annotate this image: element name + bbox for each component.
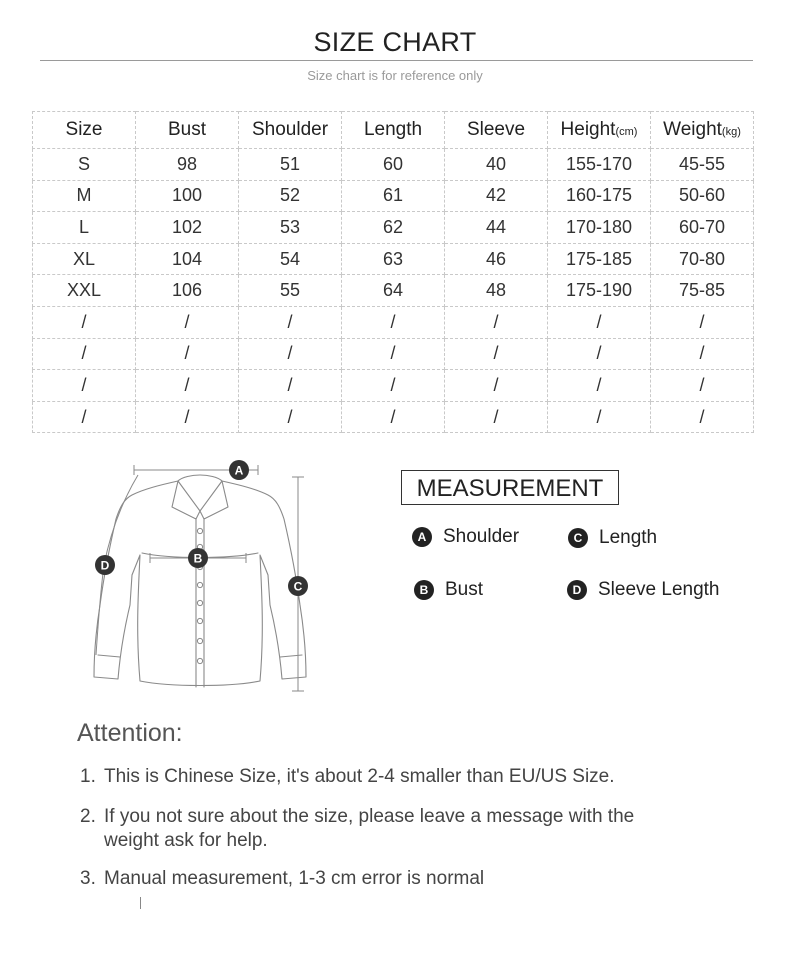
table-row <box>33 306 754 338</box>
note-2: 2. If you not sure about the size, please leave a message with the weight ask for help. <box>80 806 635 851</box>
table-cell: / <box>136 306 239 338</box>
height-unit: (cm) <box>615 126 638 138</box>
table-row <box>33 149 754 181</box>
table-cell: / <box>651 401 754 433</box>
header-length: Length <box>342 112 445 149</box>
marker-a: A <box>234 463 244 478</box>
shirt-cuffs <box>98 655 302 657</box>
table-cell: 48 <box>445 275 548 307</box>
table-cell: 52 <box>239 180 342 212</box>
table-cell: 98 <box>136 149 239 181</box>
table-cell: 160-175 <box>548 180 651 212</box>
measurement-title: MEASUREMENT <box>401 470 619 505</box>
legend-label: Length <box>599 527 658 548</box>
legend-sleeve-length <box>567 579 720 601</box>
title-divider <box>40 60 753 61</box>
table-row <box>33 180 754 212</box>
table-cell: 106 <box>136 275 239 307</box>
attention-title: Attention: <box>77 719 183 747</box>
table-cell: / <box>445 306 548 338</box>
table-cell: XL <box>33 243 136 275</box>
table-cell: 170-180 <box>548 212 651 244</box>
table-row <box>33 370 754 402</box>
table-cell: 53 <box>239 212 342 244</box>
table-cell: 46 <box>445 243 548 275</box>
table-cell: 55 <box>239 275 342 307</box>
table-cell: S <box>33 149 136 181</box>
table-cell: / <box>548 306 651 338</box>
table-header-row <box>33 112 754 149</box>
legend-bust <box>414 579 483 601</box>
table-cell: 50-60 <box>651 180 754 212</box>
table-cell: / <box>239 306 342 338</box>
table-cell: 155-170 <box>548 149 651 181</box>
table-cell: 61 <box>342 180 445 212</box>
legend-shoulder <box>412 526 519 548</box>
table-cell: 45-55 <box>651 149 754 181</box>
table-cell: / <box>342 401 445 433</box>
table-cell: M <box>33 180 136 212</box>
table-cell: / <box>548 401 651 433</box>
header-height: Height(cm) <box>548 112 651 149</box>
header-size: Size <box>33 112 136 149</box>
table-cell: 54 <box>239 243 342 275</box>
table-cell: 175-190 <box>548 275 651 307</box>
table-cell: 102 <box>136 212 239 244</box>
table-row <box>33 401 754 433</box>
table-cell: / <box>342 370 445 402</box>
table-cell: / <box>651 370 754 402</box>
table-cell: 175-185 <box>548 243 651 275</box>
table-cell: 63 <box>342 243 445 275</box>
table-row <box>33 338 754 370</box>
badge-c-icon: C <box>568 528 588 548</box>
page-subtitle: Size chart is for reference only <box>307 68 483 83</box>
table-cell: 75-85 <box>651 275 754 307</box>
badge-a-icon: A <box>412 527 432 547</box>
table-cell: / <box>239 401 342 433</box>
weight-unit: (kg) <box>721 126 741 138</box>
size-table <box>32 111 754 433</box>
table-cell: 64 <box>342 275 445 307</box>
table-cell: / <box>342 338 445 370</box>
table-cell: XXL <box>33 275 136 307</box>
table-cell: 44 <box>445 212 548 244</box>
legend-label: Sleeve Length <box>598 579 720 600</box>
table-row <box>33 243 754 275</box>
page-title: SIZE CHART <box>313 27 477 57</box>
table-cell: / <box>33 401 136 433</box>
cursor-mark <box>140 897 141 909</box>
table-cell: 60-70 <box>651 212 754 244</box>
header-bust: Bust <box>136 112 239 149</box>
marker-d: D <box>100 558 110 573</box>
legend-label: Shoulder <box>443 526 520 547</box>
table-cell: / <box>651 338 754 370</box>
table-cell: / <box>33 370 136 402</box>
table-cell: 104 <box>136 243 239 275</box>
shirt-diagram <box>80 455 320 700</box>
header-sleeve: Sleeve <box>445 112 548 149</box>
table-cell: / <box>136 370 239 402</box>
table-cell: / <box>445 401 548 433</box>
table-row <box>33 275 754 307</box>
table-cell: / <box>342 306 445 338</box>
badge-d-icon: D <box>567 580 587 600</box>
table-row <box>33 212 754 244</box>
note-2-continuation: weight ask for help. <box>104 830 268 851</box>
table-cell: 40 <box>445 149 548 181</box>
table-cell: 51 <box>239 149 342 181</box>
marker-b: B <box>193 551 203 566</box>
table-cell: / <box>33 338 136 370</box>
table-cell: / <box>136 338 239 370</box>
table-cell: 42 <box>445 180 548 212</box>
note-1: 1. This is Chinese Size, it's about 2-4 smaller than EU/US Size. <box>80 766 615 787</box>
table-cell: / <box>651 306 754 338</box>
table-cell: 100 <box>136 180 239 212</box>
table-cell: / <box>548 370 651 402</box>
table-cell: / <box>445 338 548 370</box>
table-cell: 60 <box>342 149 445 181</box>
table-cell: / <box>445 370 548 402</box>
table-cell: / <box>33 306 136 338</box>
header-shoulder: Shoulder <box>239 112 342 149</box>
table-cell: 62 <box>342 212 445 244</box>
table-cell: / <box>239 370 342 402</box>
legend-label: Bust <box>445 579 484 600</box>
marker-c: C <box>293 579 303 594</box>
table-cell: / <box>136 401 239 433</box>
header-weight: Weight(kg) <box>651 112 754 149</box>
table-cell: L <box>33 212 136 244</box>
note-3: 3. Manual measurement, 1-3 cm error is normal <box>80 868 485 889</box>
legend-length <box>568 527 657 549</box>
shirt-collar <box>172 475 228 519</box>
table-cell: / <box>548 338 651 370</box>
table-cell: 70-80 <box>651 243 754 275</box>
table-cell: / <box>239 338 342 370</box>
badge-b-icon: B <box>414 580 434 600</box>
